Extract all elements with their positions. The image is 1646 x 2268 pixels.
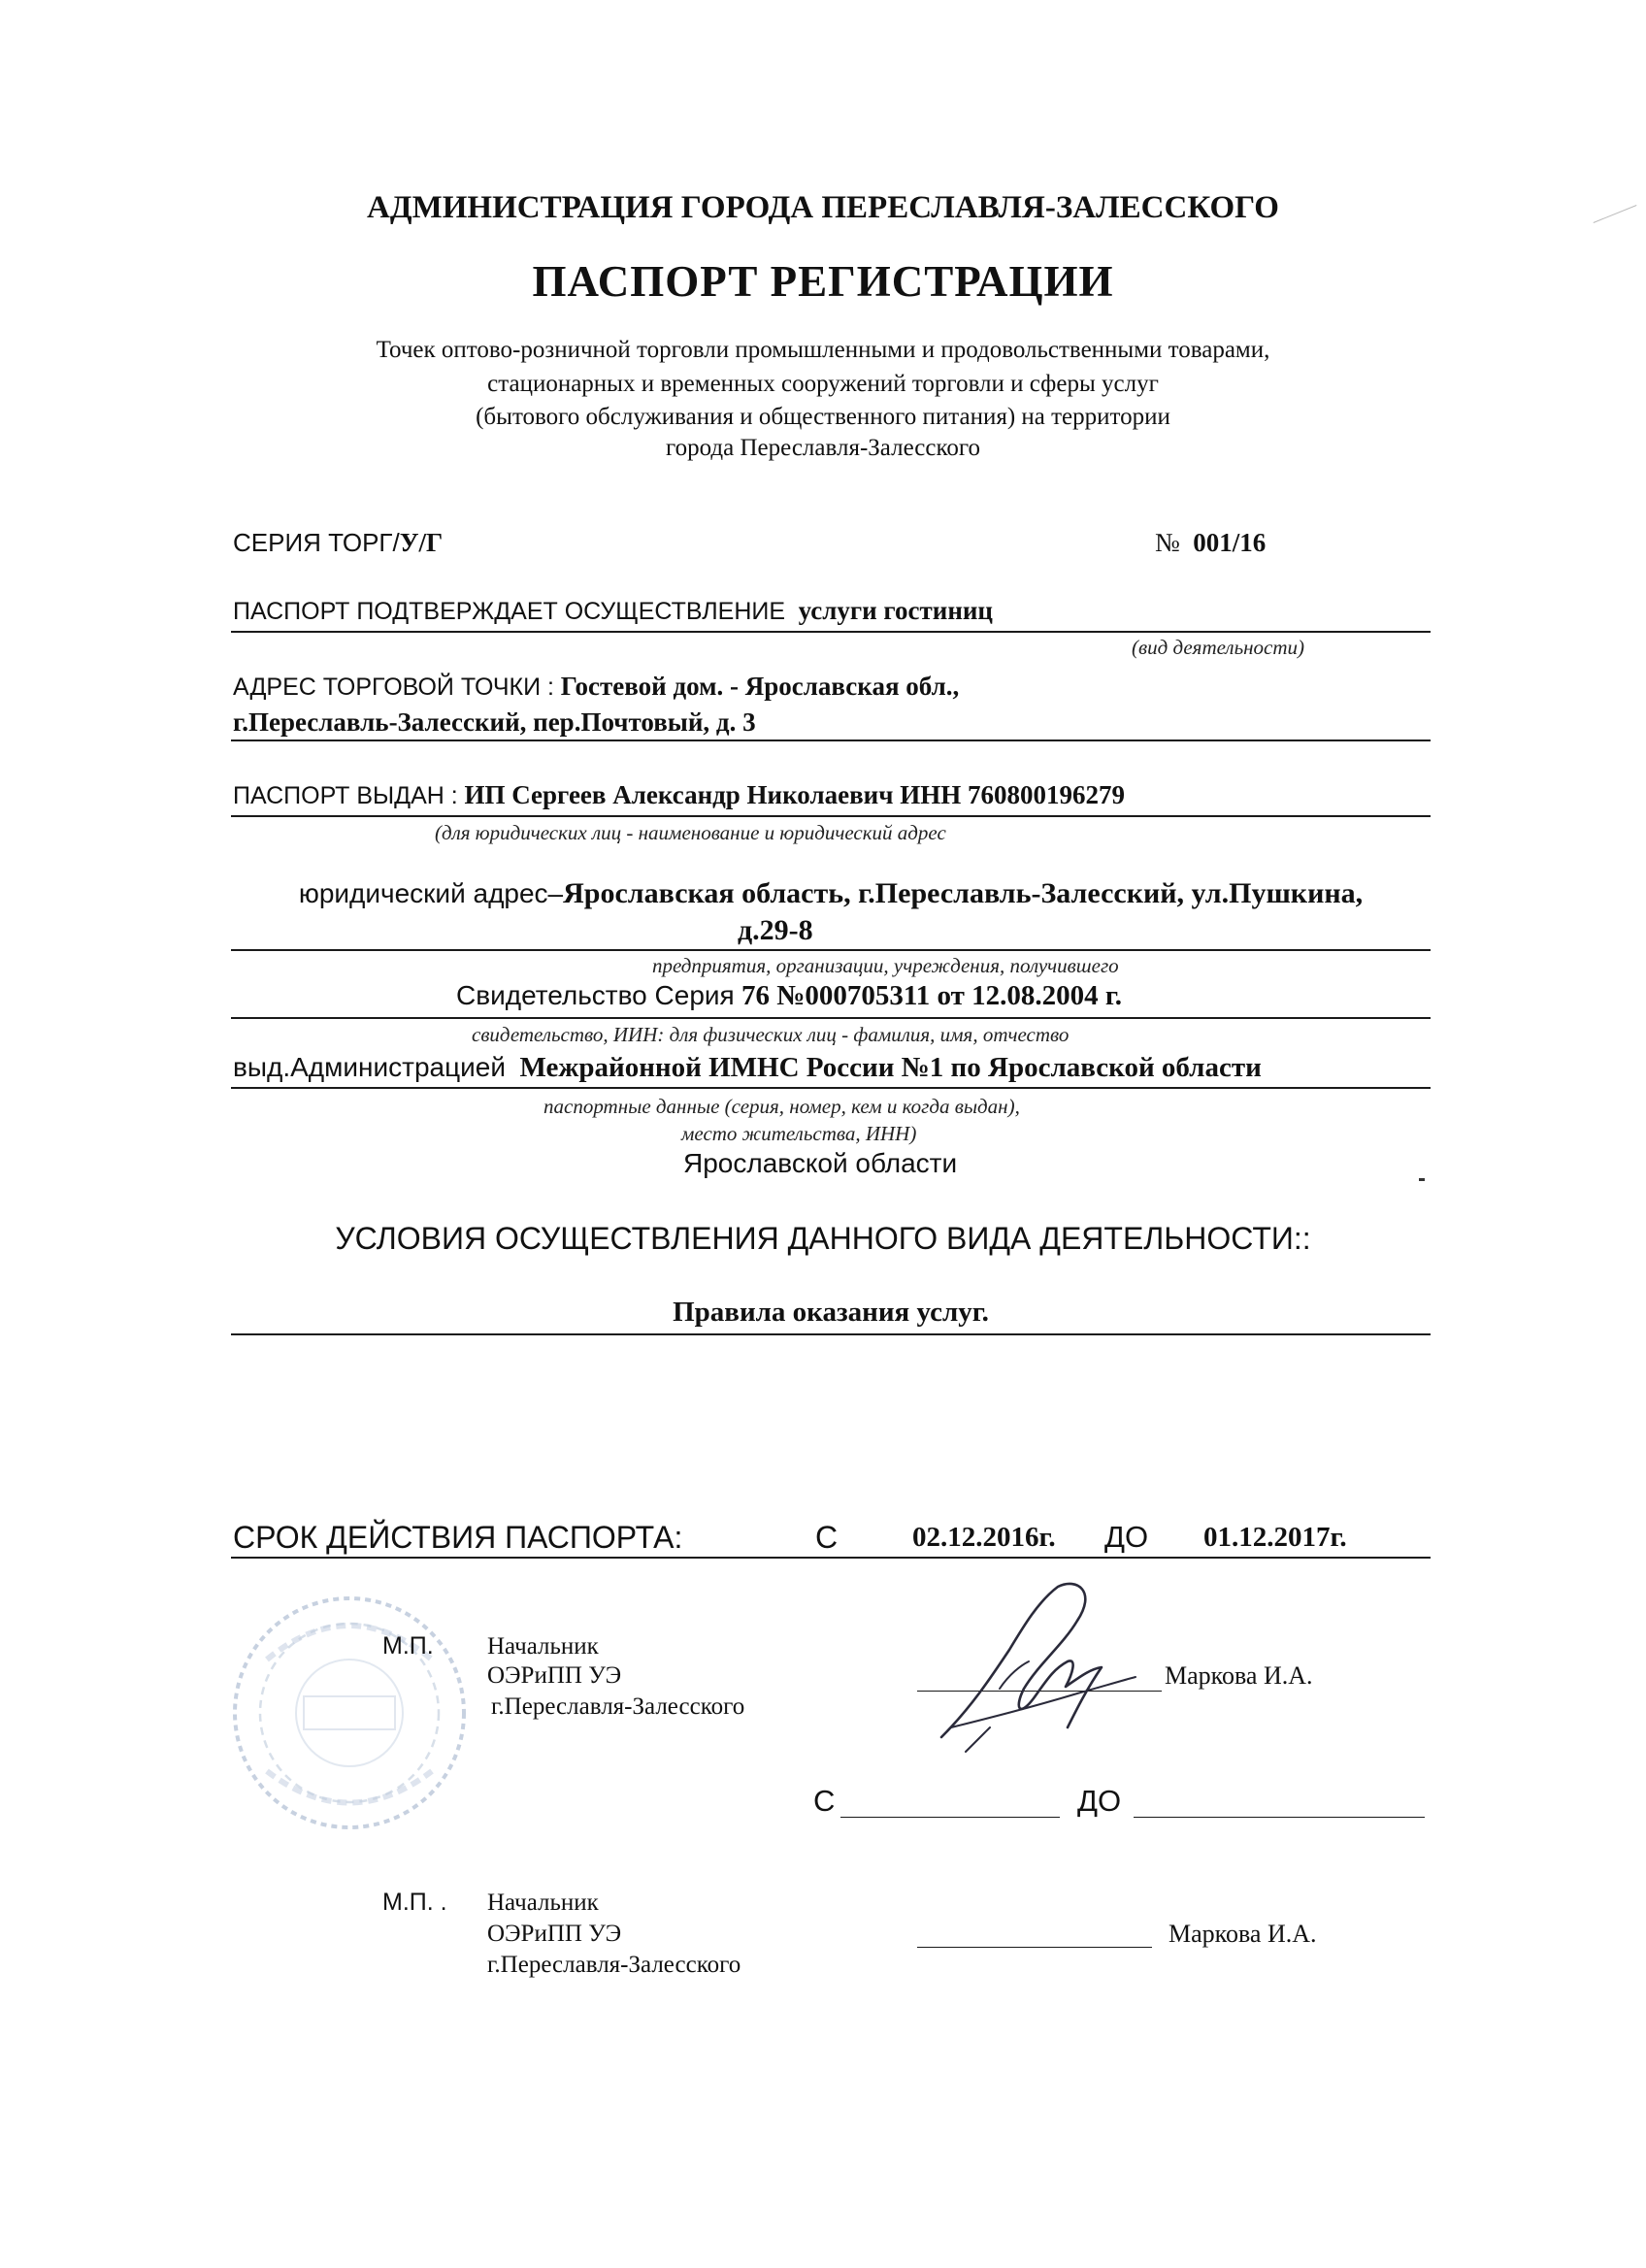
address-underline — [231, 740, 1431, 741]
series-value: У/Г — [399, 528, 444, 557]
legal-address-hint: предприятия, организации, учреждения, получившего — [652, 954, 1119, 977]
position-1-line-1: Начальник — [487, 1633, 599, 1660]
legal-address-line-2: д.29-8 — [738, 914, 813, 946]
renewal-to-label: ДО — [1077, 1784, 1122, 1818]
position-2-line-3: г.Переславля-Залесского — [487, 1952, 741, 1978]
legal-address-field — [231, 879, 1431, 908]
position-2-line-2: ОЭРиПП УЭ — [487, 1921, 622, 1947]
renewal-from-label: С — [813, 1784, 836, 1818]
signer-name-1: Маркова И.А. — [1165, 1661, 1313, 1690]
issued-underline — [231, 815, 1431, 817]
subtitle-line-2: стационарных и временных сооружений торговли и сферы услуг — [487, 371, 1159, 397]
position-2-line-1: Начальник — [487, 1890, 599, 1916]
validity-to-date: 01.12.2017г. — [1203, 1522, 1347, 1553]
signature-line-2 — [917, 1947, 1152, 1948]
certificate-underline — [231, 1017, 1431, 1019]
validity-label: СРОК ДЕЙСТВИЯ ПАСПОРТА: — [233, 1520, 683, 1555]
position-1-line-3: г.Переславля-Залесского — [491, 1693, 745, 1720]
issued-by-hint-1: паспортные данные (серия, номер, кем и когда выдан), — [543, 1095, 1020, 1118]
issued-by-region: Ярославской области — [683, 1148, 958, 1178]
series-field — [233, 530, 443, 556]
issued-value: ИП Сергеев Александр Николаевич ИНН 760800196279 — [464, 780, 1125, 809]
activity-hint: (вид деятельности) — [1132, 636, 1305, 659]
address-label: АДРЕС ТОРГОВОЙ ТОЧКИ : — [233, 674, 554, 701]
subtitle-line-4: города Переславля-Залесского — [665, 435, 981, 461]
issued-label: ПАСПОРТ ВЫДАН : — [233, 782, 458, 809]
renewal-to-line — [1134, 1817, 1425, 1818]
position-1-line-2: ОЭРиПП УЭ — [487, 1662, 622, 1689]
stamp-mark-1: М.П. — [382, 1632, 434, 1660]
activity-value: услуги гостиниц — [798, 596, 993, 625]
handwritten-signature — [932, 1572, 1145, 1766]
activity-field — [233, 598, 993, 624]
page-title: ПАСПОРТ РЕГИСТРАЦИИ — [532, 257, 1114, 306]
certificate-value: 76 №000705311 от 12.08.2004 г. — [741, 980, 1123, 1011]
number-sign: № — [1155, 528, 1180, 557]
passport-number: 001/16 — [1193, 528, 1267, 557]
conditions-value: Правила оказания услуг. — [673, 1297, 989, 1328]
renewal-from-line — [840, 1817, 1060, 1818]
scan-dot — [1419, 1178, 1425, 1181]
address-line-1: Гостевой дом. - Ярославская обл., — [560, 672, 960, 701]
stamp-mark-2: М.П. . — [382, 1889, 447, 1916]
issued-field — [233, 782, 1125, 808]
activity-label: ПАСПОРТ ПОДТВЕРЖДАЕТ ОСУЩЕСТВЛЕНИЕ — [233, 598, 786, 625]
certificate-prefix: Свидетельство Серия — [456, 980, 735, 1010]
legal-address-label: юридический адрес– — [298, 878, 564, 908]
issued-by-label: выд.Администрацией — [233, 1052, 506, 1082]
legal-address-line-1: Ярославская область, г.Переславль-Залесский, ул.Пушкина, — [563, 877, 1364, 909]
org-heading: АДМИНИСТРАЦИЯ ГОРОДА ПЕРЕСЛАВЛЯ-ЗАЛЕССКОГО — [367, 190, 1279, 225]
certificate-hint: свидетельство, ИИН: для физических лиц - фамилия, имя, отчество — [472, 1023, 1070, 1046]
subtitle-line-1: Точек оптово-розничной торговли промышленными и продовольственными товарами, — [376, 337, 1270, 363]
series-label: СЕРИЯ ТОРГ/ — [233, 528, 400, 557]
validity-underline — [231, 1557, 1431, 1559]
address-line-2: г.Переславль-Залесский, пер.Почтовый, д. 3 — [233, 707, 756, 737]
validity-from-label: С — [815, 1520, 839, 1555]
issued-by-value: Межрайонной ИМНС России №1 по Ярославской области — [519, 1052, 1262, 1083]
official-stamp — [228, 1592, 471, 1834]
number-field — [1155, 530, 1266, 556]
address-field — [233, 674, 959, 700]
legal-address-underline — [231, 949, 1431, 951]
validity-to-label: ДО — [1104, 1520, 1149, 1554]
issued-by-field — [233, 1054, 1262, 1082]
issued-hint: (для юридических лиц - наименование и юридический адрес — [435, 821, 946, 844]
conditions-heading: УСЛОВИЯ ОСУЩЕСТВЛЕНИЯ ДАННОГО ВИДА ДЕЯТЕЛЬНОСТИ:: — [335, 1221, 1311, 1256]
validity-from-date: 02.12.2016г. — [912, 1522, 1056, 1553]
issued-by-hint-2: место жительства, ИНН) — [681, 1122, 917, 1145]
signer-name-2: Маркова И.А. — [1169, 1920, 1317, 1948]
issued-by-underline — [231, 1087, 1431, 1089]
certificate-field — [456, 982, 1122, 1010]
subtitle-line-3: (бытового обслуживания и общественного питания) на территории — [476, 404, 1170, 430]
activity-underline — [231, 631, 1431, 633]
conditions-underline — [231, 1333, 1431, 1335]
